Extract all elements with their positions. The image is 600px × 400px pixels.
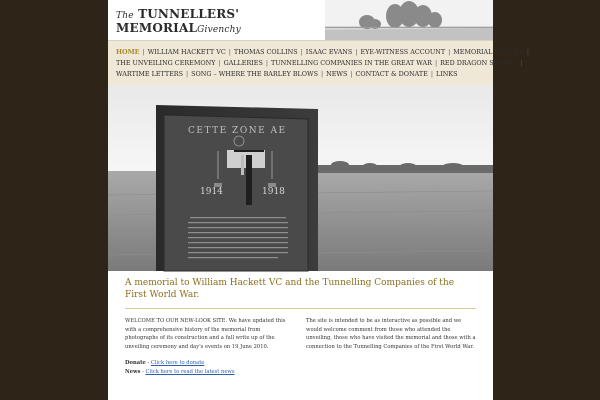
nav-home[interactable]: HOME xyxy=(116,48,140,56)
logo-place: Givenchy xyxy=(197,25,241,35)
logo-memorial: MEMORIAL xyxy=(116,21,198,35)
logo-tunnellers: TUNNELLERS' xyxy=(138,7,240,21)
donate-separator: - xyxy=(145,360,151,367)
site-header xyxy=(108,0,493,41)
headline-divider xyxy=(125,308,476,309)
nav-william-hackett-vc[interactable]: WILLIAM HACKETT VC xyxy=(147,48,226,56)
nav-links[interactable]: LINKS xyxy=(435,70,458,79)
news-link[interactable]: Click here to read the latest news xyxy=(145,369,235,376)
nav-wartime-letters[interactable]: WARTIME LETTERS xyxy=(116,70,183,79)
page-headline: A memorial to William Hackett VC and the Tunnelling Companies of the First World War. xyxy=(125,278,455,300)
nav-song[interactable]: SONG – WHERE THE BARLEY BLOWS xyxy=(191,70,318,79)
header-banner-photo xyxy=(325,0,493,40)
nav-galleries[interactable]: GALLERIES xyxy=(223,59,263,68)
nav-unveiling-ceremony[interactable]: THE UNVEILING CEREMONY xyxy=(116,59,216,68)
donate-label: Donate xyxy=(125,360,146,367)
page xyxy=(108,0,530,400)
news-separator: - xyxy=(140,369,146,376)
nav-memorial-details[interactable]: MEMORIAL DETAILS xyxy=(453,48,524,56)
nav-thomas-collins[interactable]: THOMAS COLLINS xyxy=(233,48,298,56)
news-row xyxy=(125,368,476,377)
main-navigation: HOME | WILLIAM HACKETT VC | THOMAS COLLINS | ISAAC EVANS | EYE-WITNESS ACCOUNT | MEMORIAL DETAILS | THE UNVEILING CEREMONY | GALLERIES | TUNNELLING COMPANIES IN THE GREAT WAR | RED DRAGON SURVEY | WARTIME LETTERS | SONG – WHERE THE BARLEY BLOWS | NEWS | CONTACT & DONATE | LINKS xyxy=(108,41,493,85)
donate-link[interactable]: Click here to donate xyxy=(150,360,205,367)
nav-tunnelling-companies[interactable]: TUNNELLING COMPANIES IN THE GREAT WAR xyxy=(271,59,432,68)
quick-links xyxy=(125,359,476,377)
nav-contact-donate[interactable]: CONTACT & DONATE xyxy=(355,70,428,79)
intro-right-text: The site is intended to be as interactive as possible and we would welcome comment from those who attended the unveiling, those who have visited the memorial and those with a connection to the Tunnelling Companies of the First World War. xyxy=(306,318,476,350)
memorial-year-left: 1914 xyxy=(200,187,223,197)
nav-news[interactable]: NEWS xyxy=(326,70,348,79)
logo-the: The xyxy=(116,11,134,21)
nav-red-dragon-survey[interactable]: RED DRAGON SURVEY xyxy=(440,59,518,68)
main-content xyxy=(108,271,493,377)
hero-memorial-photo xyxy=(108,85,493,271)
site-logo[interactable] xyxy=(116,8,241,37)
nav-isaac-evans[interactable]: ISAAC EVANS xyxy=(305,48,353,56)
news-label: News xyxy=(125,369,141,376)
donate-row xyxy=(125,359,476,368)
intro-left-text: WELCOME TO OUR NEW-LOOK SITE. We have updated this with a comprehensive history of the memorial from photographs of its construction and a full write up of the unveiling ceremony and day's events on 19 June 2010. xyxy=(125,318,286,350)
memorial-inscription-top: CETTE ZONE AE xyxy=(188,126,287,136)
nav-eye-witness-account[interactable]: EYE-WITNESS ACCOUNT xyxy=(360,48,446,56)
memorial-year-right: 1918 xyxy=(262,187,285,197)
